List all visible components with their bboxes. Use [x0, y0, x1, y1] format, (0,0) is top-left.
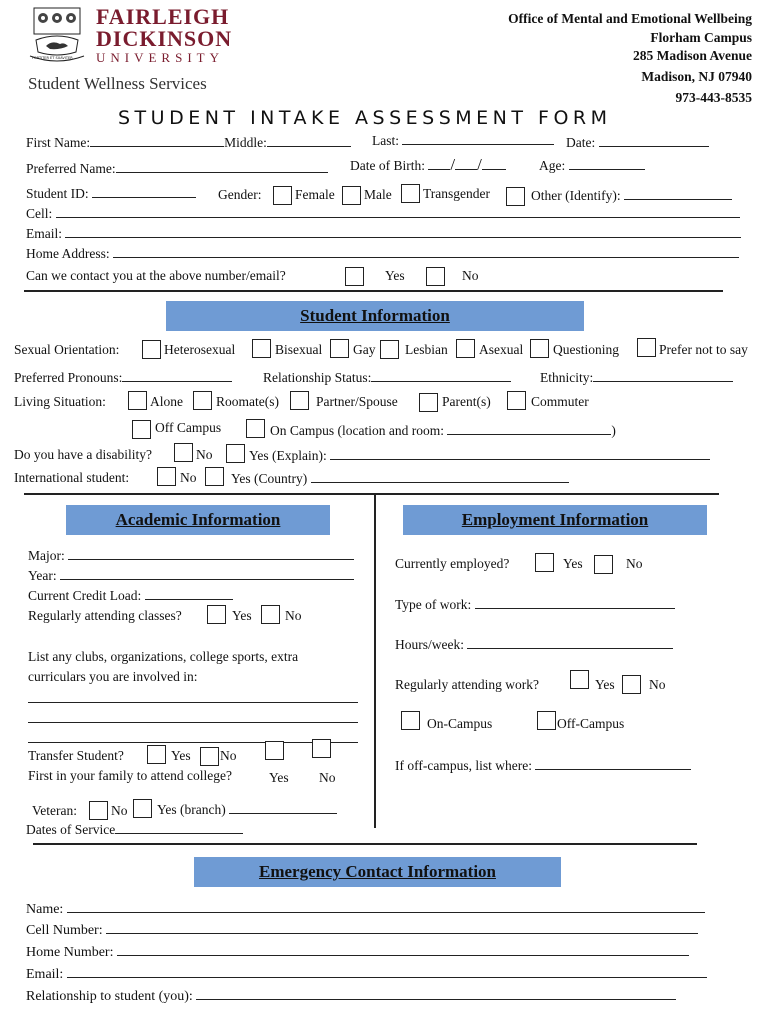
- academic-info-heading: Academic Information: [66, 505, 330, 535]
- age-label: Age:: [539, 158, 566, 173]
- on-campus-location-field[interactable]: [447, 422, 611, 435]
- orientation-gay-label: Gay: [353, 342, 376, 357]
- living-on-campus-label: On Campus (location and room:: [270, 423, 444, 438]
- first-family-yes-checkbox[interactable]: [265, 741, 284, 760]
- first-family-no-checkbox[interactable]: [312, 739, 331, 758]
- veteran-yes-row: [157, 801, 337, 818]
- dob-month-field[interactable]: [428, 157, 450, 170]
- employed-no-label: No: [626, 556, 643, 571]
- dob-row: [350, 157, 506, 174]
- year-field[interactable]: [60, 567, 354, 580]
- dob-day-field[interactable]: [455, 157, 477, 170]
- living-roommates-checkbox[interactable]: [193, 391, 212, 410]
- gender-female-label: Female: [295, 187, 335, 202]
- on-campus-row: [270, 422, 616, 439]
- international-yes-row: [231, 470, 569, 487]
- attending-classes-yes-checkbox[interactable]: [207, 605, 226, 624]
- university-name-line3: UNIVERSITY: [96, 50, 224, 65]
- email-field[interactable]: [65, 225, 741, 238]
- dates-service-field[interactable]: [115, 821, 243, 834]
- first-name-row: [26, 134, 351, 151]
- orientation-prefer-not-checkbox[interactable]: [637, 338, 656, 357]
- street-address: 285 Madison Avenue: [632, 48, 752, 63]
- veteran-yes-label: Yes (branch): [157, 802, 226, 817]
- veteran-yes-checkbox[interactable]: [133, 799, 152, 818]
- top-divider: [24, 290, 723, 292]
- orientation-asexual-label: Asexual: [479, 342, 524, 357]
- international-yes-label: Yes (Country): [231, 471, 308, 486]
- campus-name: Florham Campus: [650, 30, 752, 45]
- hours-field[interactable]: [467, 636, 673, 649]
- clubs-prompt-line1: List any clubs, organizations, college sports, extra: [28, 649, 299, 664]
- type-of-work-row: [395, 596, 675, 613]
- first-name-label: First Name:: [26, 135, 91, 150]
- living-situation-label: Living Situation:: [14, 394, 106, 409]
- attending-work-question: Regularly attending work?: [395, 677, 539, 692]
- date-field[interactable]: [599, 134, 709, 147]
- employment-info-heading: Employment Information: [403, 505, 707, 535]
- orientation-lesbian-checkbox[interactable]: [380, 340, 399, 359]
- international-country-field[interactable]: [311, 470, 569, 483]
- transfer-no-label: No: [220, 748, 237, 763]
- dob-sep-2: /: [477, 155, 482, 174]
- disability-no-label: No: [196, 447, 213, 462]
- emergency-home-row: [26, 943, 689, 961]
- year-label: Year:: [28, 568, 57, 583]
- attending-work-no-label: No: [649, 677, 666, 692]
- relationship-status-field[interactable]: [371, 369, 511, 382]
- bottom-divider: [33, 843, 697, 845]
- orientation-asexual-checkbox[interactable]: [456, 339, 475, 358]
- student-id-row: [26, 185, 196, 202]
- city-address: Madison, NJ 07940: [641, 69, 752, 84]
- major-row: [28, 547, 354, 564]
- on-campus-close-paren: ): [611, 423, 616, 438]
- seal-motto: FORTITER ET SUAVITER: [32, 56, 73, 60]
- orientation-label: Sexual Orientation:: [14, 342, 120, 357]
- emergency-home-field[interactable]: [117, 943, 689, 956]
- employed-yes-label: Yes: [563, 556, 583, 571]
- date-row: [566, 134, 709, 151]
- gender-other-label: Other (Identify):: [531, 188, 621, 203]
- dob-year-field[interactable]: [482, 157, 506, 170]
- gender-other-row: [531, 187, 732, 204]
- office-phone: 973-443-8535: [675, 90, 752, 105]
- column-divider: [374, 495, 376, 828]
- emergency-contact-heading: Emergency Contact Information: [194, 857, 561, 887]
- hours-row: [395, 636, 673, 653]
- international-yes-checkbox[interactable]: [205, 467, 224, 486]
- veteran-branch-field[interactable]: [229, 801, 337, 814]
- gender-male-checkbox[interactable]: [342, 186, 361, 205]
- university-name-line1: FAIRLEIGH: [96, 4, 230, 29]
- office-name: Office of Mental and Emotional Wellbeing: [508, 11, 752, 26]
- living-alone-label: Alone: [150, 394, 183, 409]
- work-off-campus-label: Off-Campus: [557, 716, 625, 731]
- ethnicity-row: [540, 369, 733, 386]
- first-family-yes-label: Yes: [269, 770, 289, 785]
- gender-other-field[interactable]: [624, 187, 732, 200]
- emergency-name-label: Name:: [26, 902, 64, 917]
- emergency-name-field[interactable]: [67, 900, 705, 913]
- contact-yes-label: Yes: [385, 268, 405, 283]
- middle-field[interactable]: [267, 134, 351, 147]
- living-partner-label: Partner/Spouse: [316, 394, 398, 409]
- department-name: Student Wellness Services: [28, 74, 207, 93]
- gender-label: Gender:: [218, 187, 262, 202]
- attending-classes-yes-label: Yes: [232, 608, 252, 623]
- disability-yes-row: [249, 447, 710, 464]
- dates-service-label: Dates of Service: [26, 822, 116, 837]
- age-row: [539, 157, 645, 174]
- contact-yes-checkbox[interactable]: [345, 267, 364, 286]
- preferred-name-label: Preferred Name:: [26, 161, 116, 176]
- year-row: [28, 567, 354, 584]
- emergency-relationship-row: [26, 987, 676, 1005]
- disability-no-checkbox[interactable]: [174, 443, 193, 462]
- pronouns-field[interactable]: [122, 369, 232, 382]
- living-parents-checkbox[interactable]: [419, 393, 438, 412]
- student-id-field[interactable]: [92, 185, 196, 198]
- off-campus-where-label: If off-campus, list where:: [395, 758, 532, 773]
- ethnicity-field[interactable]: [593, 369, 733, 382]
- attending-classes-question: Regularly attending classes?: [28, 608, 182, 623]
- international-question: International student:: [14, 470, 130, 485]
- clubs-field-line1[interactable]: [28, 702, 358, 703]
- dates-service-row: [26, 821, 243, 838]
- first-family-question: First in your family to attend college?: [28, 768, 232, 783]
- credit-load-row: [28, 587, 233, 604]
- first-family-no-label: No: [319, 770, 336, 785]
- emergency-cell-row: [26, 921, 698, 939]
- hours-label: Hours/week:: [395, 637, 464, 652]
- veteran-label: Veteran:: [32, 803, 77, 818]
- mid-divider: [24, 493, 719, 495]
- ethnicity-label: Ethnicity:: [540, 370, 594, 385]
- employed-question: Currently employed?: [395, 556, 510, 571]
- last-field[interactable]: [402, 132, 554, 145]
- attending-classes-no-checkbox[interactable]: [261, 605, 280, 624]
- university-name-line2: DICKINSON: [96, 26, 233, 51]
- date-label: Date:: [566, 135, 596, 150]
- gender-other-checkbox[interactable]: [506, 187, 525, 206]
- orientation-lesbian-label: Lesbian: [405, 342, 448, 357]
- emergency-email-label: Email:: [26, 967, 64, 982]
- gender-male-label: Male: [364, 187, 392, 202]
- last-name-row: [372, 132, 554, 149]
- international-no-checkbox[interactable]: [157, 467, 176, 486]
- type-of-work-label: Type of work:: [395, 597, 472, 612]
- preferred-name-row: [26, 160, 328, 177]
- first-name-field[interactable]: [90, 134, 224, 147]
- employed-no-checkbox[interactable]: [594, 555, 613, 574]
- attending-work-yes-checkbox[interactable]: [570, 670, 589, 689]
- major-label: Major:: [28, 548, 65, 563]
- attending-work-no-checkbox[interactable]: [622, 675, 641, 694]
- orientation-heterosexual-checkbox[interactable]: [142, 340, 161, 359]
- age-field[interactable]: [569, 157, 645, 170]
- email-label: Email:: [26, 226, 62, 241]
- type-of-work-field[interactable]: [475, 596, 675, 609]
- living-roommates-label: Roomate(s): [216, 394, 279, 409]
- clubs-field-line2[interactable]: [28, 722, 358, 723]
- orientation-questioning-checkbox[interactable]: [530, 339, 549, 358]
- home-address-label: Home Address:: [26, 246, 110, 261]
- dob-sep-1: /: [450, 155, 456, 174]
- work-off-campus-checkbox[interactable]: [537, 711, 556, 730]
- disability-yes-checkbox[interactable]: [226, 444, 245, 463]
- home-address-field[interactable]: [113, 245, 739, 258]
- gender-transgender-checkbox[interactable]: [401, 184, 420, 203]
- credit-load-field[interactable]: [145, 587, 233, 600]
- off-campus-where-row: [395, 757, 691, 774]
- cell-row: [26, 205, 740, 222]
- gender-female-checkbox[interactable]: [273, 186, 292, 205]
- orientation-heterosexual-label: Heterosexual: [164, 342, 236, 357]
- living-alone-checkbox[interactable]: [128, 391, 147, 410]
- orientation-prefer-not-label: Prefer not to say: [659, 342, 748, 357]
- veteran-no-label: No: [111, 803, 128, 818]
- email-row: [26, 225, 741, 242]
- emergency-relationship-label: Relationship to student (you):: [26, 989, 193, 1004]
- gender-transgender-label: Transgender: [423, 186, 490, 201]
- credit-load-label: Current Credit Load:: [28, 588, 142, 603]
- preferred-name-field[interactable]: [116, 160, 328, 173]
- living-parents-label: Parent(s): [442, 394, 491, 409]
- transfer-yes-label: Yes: [171, 748, 191, 763]
- living-off-campus-checkbox[interactable]: [132, 420, 151, 439]
- major-field[interactable]: [68, 547, 354, 560]
- attending-work-yes-label: Yes: [595, 677, 615, 692]
- work-on-campus-label: On-Campus: [427, 716, 493, 731]
- cell-label: Cell:: [26, 206, 53, 221]
- clubs-field-line3[interactable]: [28, 742, 358, 743]
- emergency-home-label: Home Number:: [26, 945, 114, 960]
- disability-question: Do you have a disability?: [14, 447, 152, 462]
- last-label: Last:: [372, 133, 399, 148]
- emergency-cell-field[interactable]: [106, 921, 698, 934]
- home-address-row: [26, 245, 739, 262]
- form-title: STUDENT INTAKE ASSESSMENT FORM: [118, 107, 612, 129]
- emergency-cell-label: Cell Number:: [26, 923, 103, 938]
- clubs-prompt-line2: curriculars you are involved in:: [28, 669, 198, 684]
- orientation-questioning-label: Questioning: [553, 342, 619, 357]
- middle-label: Middle:: [224, 135, 267, 150]
- cell-field[interactable]: [56, 205, 740, 218]
- orientation-gay-checkbox[interactable]: [330, 339, 349, 358]
- orientation-bisexual-checkbox[interactable]: [252, 339, 271, 358]
- contact-question: Can we contact you at the above number/email?: [26, 268, 286, 283]
- emergency-email-field[interactable]: [67, 965, 707, 978]
- international-no-label: No: [180, 470, 197, 485]
- emergency-email-row: [26, 965, 707, 983]
- veteran-no-checkbox[interactable]: [89, 801, 108, 820]
- living-on-campus-checkbox[interactable]: [246, 419, 265, 438]
- student-info-heading: Student Information: [166, 301, 584, 331]
- relationship-status-label: Relationship Status:: [263, 370, 372, 385]
- emergency-relationship-field[interactable]: [196, 987, 676, 1000]
- orientation-bisexual-label: Bisexual: [275, 342, 323, 357]
- student-id-label: Student ID:: [26, 186, 89, 201]
- transfer-question: Transfer Student?: [28, 748, 124, 763]
- dob-label: Date of Birth:: [350, 158, 425, 173]
- pronouns-label: Preferred Pronouns:: [14, 370, 123, 385]
- work-on-campus-checkbox[interactable]: [401, 711, 420, 730]
- living-commuter-label: Commuter: [531, 394, 589, 409]
- employed-yes-checkbox[interactable]: [535, 553, 554, 572]
- pronouns-row: [14, 369, 232, 386]
- relationship-status-row: [263, 369, 511, 386]
- living-partner-checkbox[interactable]: [290, 391, 309, 410]
- contact-no-checkbox[interactable]: [426, 267, 445, 286]
- contact-no-label: No: [462, 268, 479, 283]
- emergency-name-row: [26, 900, 705, 918]
- disability-yes-label: Yes (Explain):: [249, 448, 327, 463]
- off-campus-where-field[interactable]: [535, 757, 691, 770]
- living-commuter-checkbox[interactable]: [507, 391, 526, 410]
- transfer-yes-checkbox[interactable]: [147, 745, 166, 764]
- disability-explain-field[interactable]: [330, 447, 710, 460]
- transfer-no-checkbox[interactable]: [200, 747, 219, 766]
- attending-classes-no-label: No: [285, 608, 302, 623]
- living-off-campus-label: Off Campus: [155, 420, 222, 435]
